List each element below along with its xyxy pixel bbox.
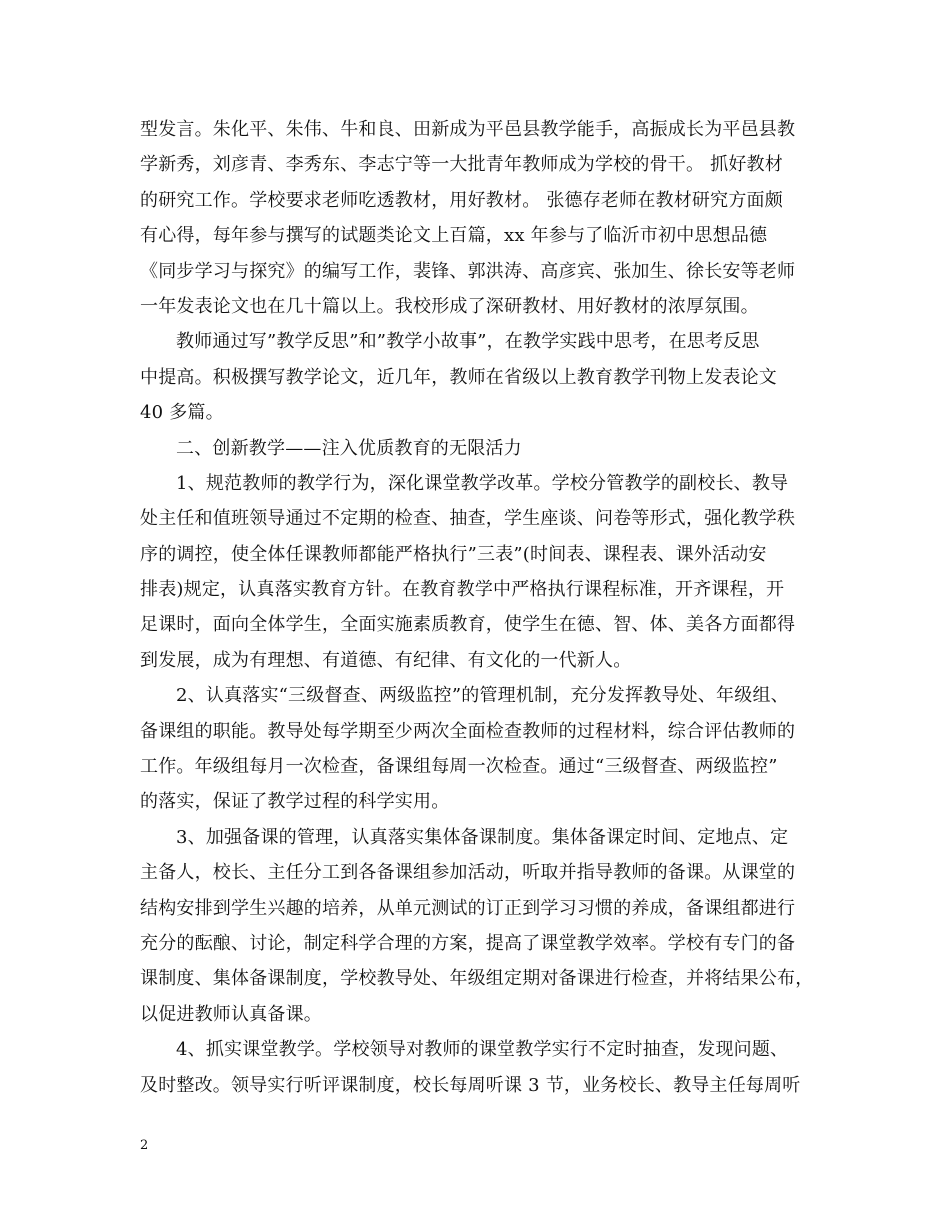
text-line: 以促进教师认真备课。 (140, 1003, 322, 1025)
text-line: 结构安排到学生兴趣的培养，从单元测试的订正到学习习惯的养成，备课组都进行 (140, 897, 796, 919)
text-line: 《同步学习与探究》的编写工作，裴锋、郭洪涛、高彦宾、张加生、徐长安等老师 (140, 260, 796, 282)
text-line: 二、创新教学——注入优质教育的无限活力 (176, 437, 522, 459)
text-line: 的研究工作。学校要求老师吃透教材，用好教材。 张德存老师在教材研究方面颇 (140, 189, 783, 211)
text-line: 2、认真落实“三级督查、两级监控”的管理机制，充分发挥教导处、年级组、 (176, 685, 789, 707)
text-line: 课制度、集体备课制度，学校教导处、年级组定期对备课进行检查，并将结果公布， (140, 968, 814, 990)
text-line: 处主任和值班领导通过不定期的检查、抽查，学生座谈、问卷等形式，强化教学秩 (140, 508, 796, 530)
text-line: 型发言。朱化平、朱伟、牛和良、田新成为平邑县教学能手，高振成长为平邑县教 (140, 119, 796, 140)
text-line: 教师通过写”教学反思”和”教学小故事”，在教学实践中思考，在思考反思 (176, 331, 760, 353)
text-line: 工作。年级组每月一次检查，备课组每周一次检查。通过“三级督查、两级监控” (140, 756, 778, 778)
text-line: 充分的酝酿、讨论，制定科学合理的方案，提高了课堂教学效率。学校有专门的备 (140, 932, 796, 954)
text-line: 学新秀，刘彦青、李秀东、李志宁等一大批青年教师成为学校的骨干。 抓好教材 (140, 154, 783, 176)
page-number: 2 (140, 1138, 149, 1153)
text-line: 序的调控，使全体任课教师都能严格执行”三表”(时间表、课程表、课外活动安 (140, 543, 767, 565)
text-line: 的落实，保证了教学过程的科学实用。 (140, 791, 450, 813)
text-line: 1、规范教师的教学行为，深化课堂教学改革。学校分管教学的副校长、教导 (176, 472, 789, 494)
text-line: 到发展，成为有理想、有道德、有纪律、有文化的一代新人。 (140, 649, 632, 671)
text-line: 3、加强备课的管理，认真落实集体备课制度。集体备课定时间、定地点、定 (176, 826, 789, 848)
text-line: 有心得，每年参与撰写的试题类论文上百篇，xx 年参与了临沂市初中思想品德 (140, 225, 768, 247)
text-line: 排表)规定，认真落实教育方针。在教育教学中严格执行课程标准，开齐课程，开 (140, 579, 785, 601)
text-line: 备课组的职能。教导处每学期至少两次全面检查教师的过程材料，综合评估教师的 (140, 720, 796, 742)
text-line: 主备人，校长、主任分工到各备课组参加活动，听取并指导教师的备课。从课堂的 (140, 862, 796, 884)
text-line: 中提高。积极撰写教学论文，近几年，教师在省级以上教育教学刊物上发表论文 (140, 366, 777, 388)
text-line: 及时整改。领导实行听评课制度，校长每周听课 3 节，业务校长、教导主任每周听 (140, 1074, 801, 1096)
text-line: 一年发表论文也在几十篇以上。我校形成了深研教材、用好教材的浓厚氛围。 (140, 295, 759, 317)
text-line: 足课时，面向全体学生，全面实施素质教育，使学生在德、智、体、美各方面都得 (140, 614, 796, 636)
body-text (140, 112, 825, 1103)
text-line: 40 多篇。 (140, 402, 224, 424)
text-line: 4、抓实课堂教学。学校领导对教师的课堂教学实行不定时抽查，发现问题、 (176, 1039, 789, 1061)
